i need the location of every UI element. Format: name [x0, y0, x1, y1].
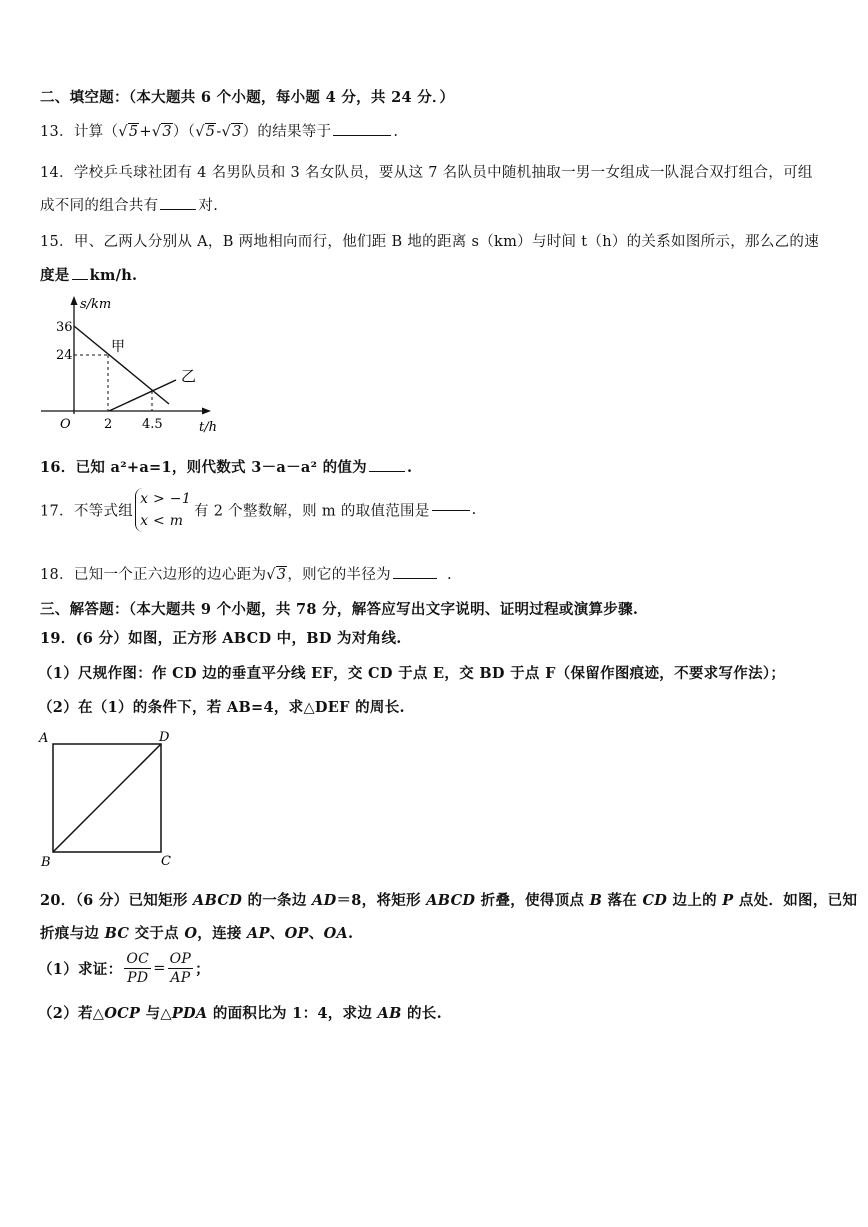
inequality-system: x > −1 x < m: [135, 488, 191, 532]
question-19: 19．(6 分）如图，正方形 ABCD 中，BD 为对角线.: [40, 630, 402, 647]
diagonal-bd: [53, 744, 161, 852]
sqrt-5-b: √5: [195, 124, 216, 140]
question-20-line-1: 20．（6 分）已知矩形 ABCD 的一条边 AD＝8，将矩形 ABCD 折叠，使得顶点 B 落在 CD 边上的 P 点处．如图，已知: [40, 892, 858, 909]
answer-blank: [432, 510, 470, 511]
origin-label: O: [60, 417, 71, 432]
fraction-oc-pd: $\frac{OC}{PD}$: [126, 951, 150, 986]
question-14-line-2: 成不同的组合共有 对.: [40, 198, 219, 214]
square-abcd-figure: [36, 727, 186, 869]
line-yi: [109, 380, 176, 411]
question-20-part-1: （1）求证： $\frac{OC}{PD}$ = $\frac{OP}{AP}$ ；: [38, 951, 210, 986]
question-19-part-2: （2）在（1）的条件下，若 AB=4，求△DEF 的周长.: [38, 699, 405, 716]
line-jia-label: 甲: [111, 339, 125, 355]
vertex-d: D: [159, 730, 170, 745]
line-jia: [74, 326, 169, 404]
question-19-part-1: （1）尺规作图：作 CD 边的垂直平分线 EF，交 CD 于点 E，交 BD 于点 F（保留作图痕迹，不要求写作法）；: [38, 665, 786, 682]
vertex-b: B: [41, 855, 51, 869]
section-3-heading: 三、解答题：（本大题共 9 个小题，共 78 分，解答应写出文字说明、证明过程或演算步骤.: [40, 601, 639, 618]
sqrt-5: √5: [118, 124, 139, 140]
question-14-line-1: 14．学校乒乓球社团有 4 名男队员和 3 名女队员，要从这 7 名队员中随机抽取一男一女组成一队混合双打组合，可组: [40, 165, 813, 181]
section-2-heading: 二、填空题：（本大题共 6 个小题，每小题 4 分，共 24 分．）: [40, 89, 455, 106]
sqrt-3-b: √3: [221, 124, 242, 140]
answer-blank: [333, 135, 391, 136]
answer-blank: [369, 471, 405, 472]
sqrt-3-q18: √3: [266, 567, 287, 583]
fraction-op-ap: $\frac{OP}{AP}$: [169, 951, 192, 986]
q13-prefix: 13．计算（: [40, 124, 119, 140]
answer-blank: [72, 279, 88, 280]
question-17: 17．不等式组 x > −1 x < m 有 2 个整数解，则 m 的取值范围是 .: [40, 488, 477, 532]
vertex-c: C: [161, 854, 171, 869]
answer-blank: [160, 209, 196, 210]
question-20-line-2: 折痕与边 BC 交于点 O，连接 AP、OP、OA.: [40, 925, 354, 942]
line-yi-label: 乙: [181, 367, 197, 385]
answer-blank: [393, 578, 437, 579]
y-axis-label: s/km: [80, 297, 112, 312]
vertex-a: A: [39, 731, 49, 746]
sqrt-3: √3: [151, 124, 172, 140]
question-13: 13．计算（√5+√3）（√5-√3）的结果等于 .: [40, 124, 399, 140]
y-tick-36: 36: [56, 320, 73, 335]
y-axis-arrow: [71, 296, 78, 305]
x-axis-label: t/h: [199, 420, 217, 435]
distance-time-graph: [36, 292, 226, 440]
question-16: 16．已知 a²+a=1，则代数式 3－a－a² 的值为 .: [40, 459, 413, 476]
question-15-line-2: 度是 km/h.: [40, 267, 138, 284]
question-18: 18．已知一个正六边形的边心距为√3，则它的半径为 .: [40, 567, 452, 583]
question-20-part-2: （2）若△OCP 与△PDA 的面积比为 1：4，求边 AB 的长.: [38, 1005, 442, 1022]
x-axis-arrow: [202, 408, 211, 415]
x-tick-2: 2: [104, 417, 113, 432]
y-tick-24: 24: [56, 348, 73, 363]
question-15-line-1: 15．甲、乙两人分别从 A，B 两地相向而行，他们距 B 地的距离 s（km）与时间 t（h）的关系如图所示，那么乙的速: [40, 234, 820, 250]
x-tick-45: 4.5: [142, 417, 163, 432]
